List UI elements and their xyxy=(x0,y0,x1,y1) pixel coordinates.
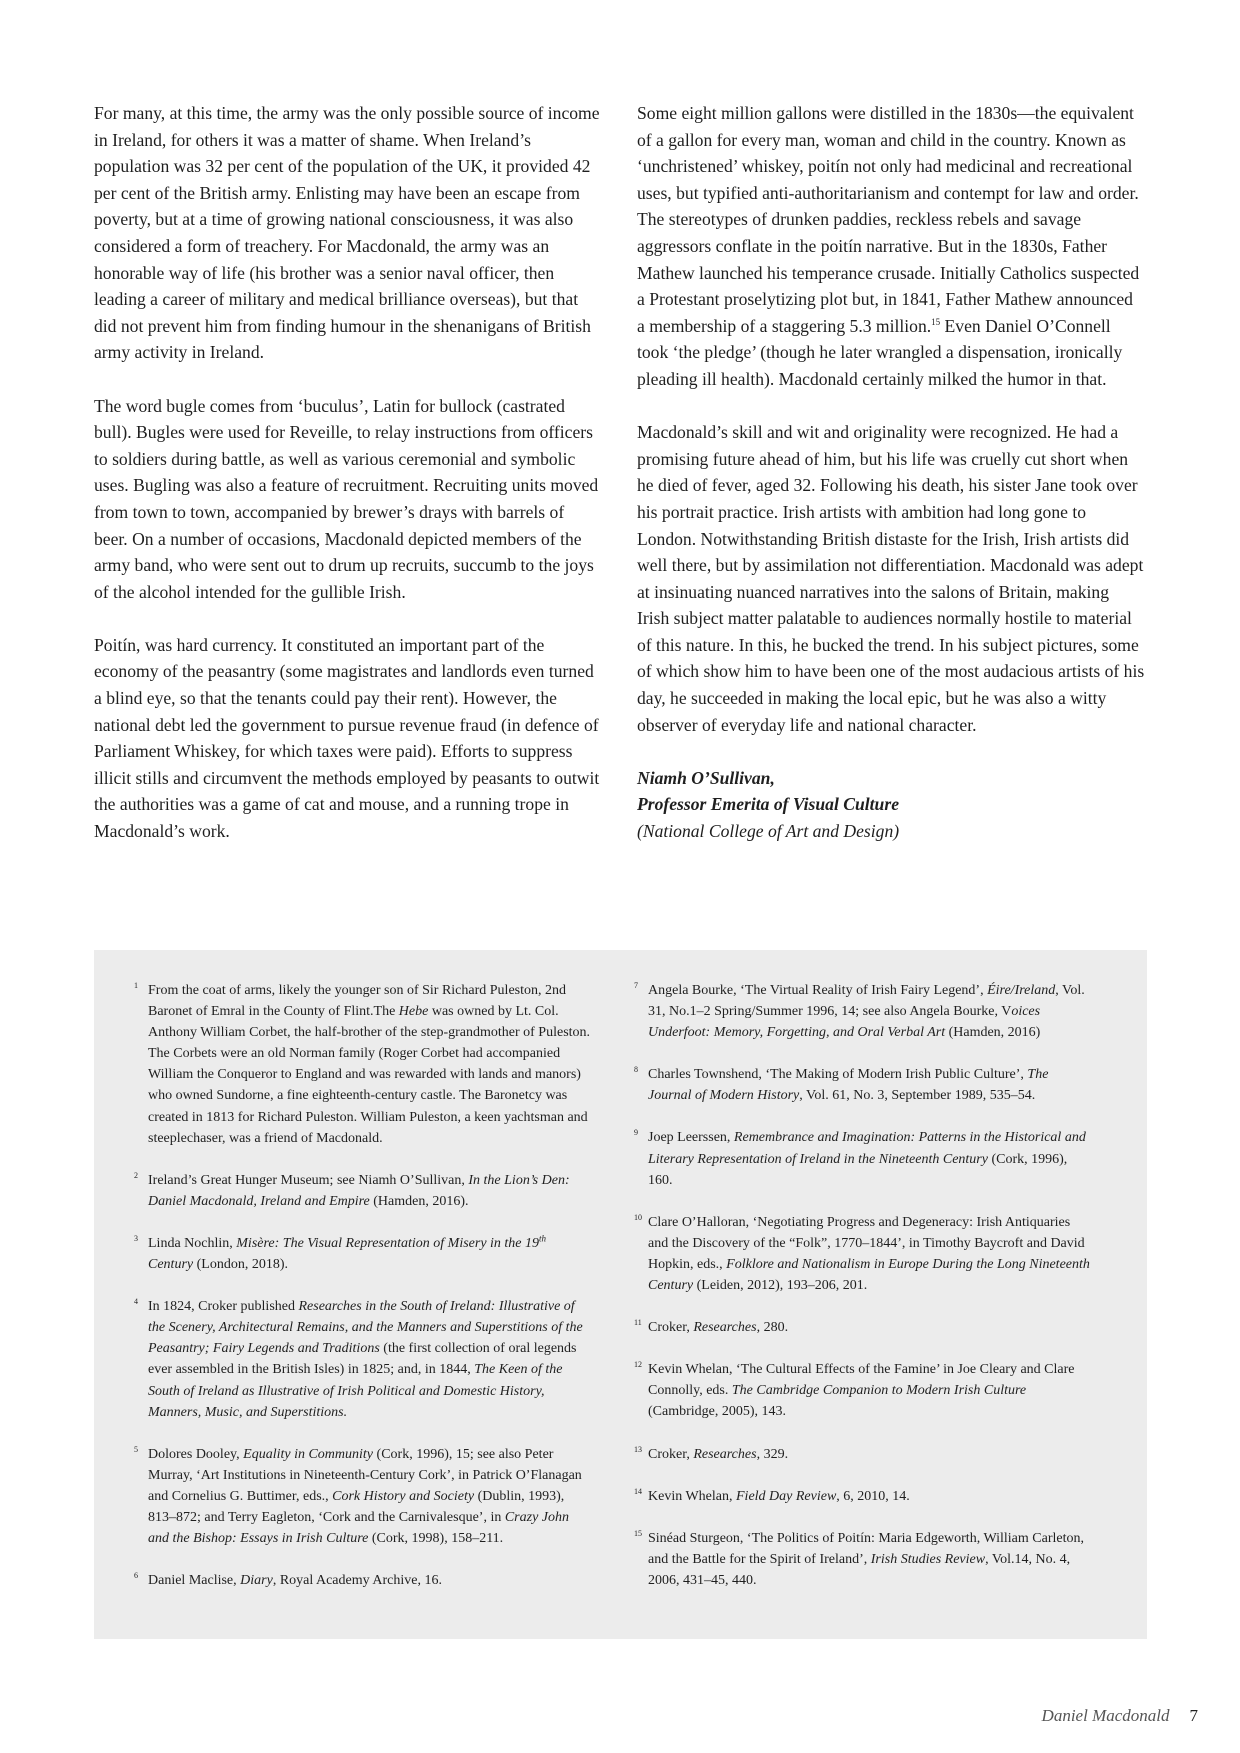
author-title: Professor Emerita of Visual Culture xyxy=(637,794,899,815)
body-paragraph: Poitín, was hard currency. It constituted an important part of the economy of the peasantry (some magistrates and landlords even turned a blind eye, so that the tenants could pay their rent). However, the national debt led the government to pursue revenue fraud (in defence of Parliament Whiskey, for which taxes were paid). Efforts to suppress illicit stills and circumvent the methods employed by peasants to outwit the authorities was a game of cat and mouse, and a running trope in Macdonald’s work. xyxy=(94,634,600,842)
body-column-left xyxy=(94,100,602,871)
footnote-number: 4 xyxy=(134,1297,138,1307)
footnote: 2 Ireland’s Great Hunger Museum; see Niamh O’Sullivan, In the Lion’s Den: Daniel Macdonald, Ireland and Empire (Hamden, 2016). xyxy=(134,1170,570,1209)
footnotes-column-right xyxy=(634,980,1091,1612)
footnote: 10 Clare O’Halloran, ‘Negotiating Progress and Degeneracy: Irish Antiquaries and the Discovery of the “Folk”, 1770–1844’, in Timothy Baycroft and David Hopkin, eds., Folklore and Nationalism in Europe During the Long Nineteenth Century (Leiden, 2012), 193–206, 201. xyxy=(634,1212,1090,1294)
body-paragraph: Macdonald’s skill and wit and originality were recognized. He had a promising future ahead of him, but his life was cruelly cut short when he died of fever, aged 32. Following his death, his sister Jane took over his portrait practice. Irish artists with ambition had long gone to London. Notwithstanding British distaste for the Irish, Irish artists did well there, but by assimilation not differentiation. Macdonald was adept at insinuating nuanced narratives into the salons of Britain, making Irish subject matter palatable to audiences normally hostile to material of this nature. In this, he bucked the trend. In his subject pictures, some of which show him to have been one of the most audacious artists of his day, he succeeded in making the local epic, but he was also a witty observer of everyday life and national character. xyxy=(637,422,1145,735)
footnote-number: 12 xyxy=(634,1360,642,1370)
footnote-number: 8 xyxy=(634,1065,638,1075)
footnote: 4 In 1824, Croker published Researches in the South of Ireland: Illustrative of the Scenery, Architectural Remains, and the Manners and Superstitions of the Peasantry; Fairy Legends and Traditions (the first collection of oral legends ever assembled in the British Isles) in 1825; and, in 1844, The Keen of the South of Ireland as Illustrative of Irish Political and Domestic History, Manners, Music, and Superstitions. xyxy=(134,1297,583,1420)
footnote-number: 9 xyxy=(634,1128,638,1138)
author-signature xyxy=(637,765,1145,845)
footnotes-column-left xyxy=(134,980,591,1612)
footnote: 8 Charles Townshend, ‘The Making of Modern Irish Public Culture’, The Journal of Modern History, Vol. 61, No. 3, September 1989, 535–54. xyxy=(634,1065,1049,1104)
footnote: 9 Joep Leerssen, Remembrance and Imagination: Patterns in the Historical and Literary Representation of Ireland in the Nineteenth Century (Cork, 1996), 160. xyxy=(634,1128,1086,1188)
footnote-number: 6 xyxy=(134,1571,138,1581)
footnote: 5 Dolores Dooley, Equality in Community (Cork, 1996), 15; see also Peter Murray, ‘Art Institutions in Nineteenth-Century Cork’, in Patrick O’Flanagan and Cornelius G. Buttimer, eds., Cork History and Society (Dublin, 1993), 813–872; and Terry Eagleton, ‘Cork and the Carnivalesque’, in Crazy John and the Bishop: Essays in Irish Culture (Cork, 1998), 158–211. xyxy=(134,1444,582,1547)
footnote: 15 Sinéad Sturgeon, ‘The Politics of Poitín: Maria Edgeworth, William Carleton, and the Battle for the Spirit of Ireland’, Irish Studies Review, Vol.14, No. 4, 2006, 431–45, 440. xyxy=(634,1528,1084,1588)
footnote: 12 Kevin Whelan, ‘The Cultural Effects of the Famine’ in Joe Cleary and Clare Connolly, eds. The Cambridge Companion to Modern Irish Culture (Cambridge, 2005), 143. xyxy=(634,1360,1075,1420)
footnote: 11 Croker, Researches, 280. xyxy=(634,1318,789,1336)
body-column-right xyxy=(637,100,1145,845)
footnote-ref: 15 xyxy=(931,316,941,327)
footnote-number: 11 xyxy=(634,1318,642,1328)
body-paragraph: For many, at this time, the army was the only possible source of income in Ireland, for others it was a matter of shame. When Ireland’s population was 32 per cent of the population of the UK, it provided 42 per cent of the British army. Enlisting may have been an escape from poverty, but at a time of growing national consciousness, it was also considered a form of treachery. For Macdonald, the army was an honorable way of life (his brother was a senior naval officer, then leading a career of military and medical brilliance overseas), but that did not prevent him from finding humour in the shenanigans of British army activity in Ireland. xyxy=(94,103,600,363)
footnote-number: 5 xyxy=(134,1444,138,1454)
footnote-number: 1 xyxy=(134,981,138,990)
running-title: Daniel Macdonald xyxy=(1041,1706,1170,1725)
footnote: 14 Kevin Whelan, Field Day Review, 6, 2010, 14. xyxy=(634,1486,910,1504)
footnote: 7 Angela Bourke, ‘The Virtual Reality of Irish Fairy Legend’, Éire/Ireland, Vol. 31, No.1–2 Spring/Summer 1996, 14; see also Angela Bourke, Voices Underfoot: Memory, Forgetting, and Oral Verbal Art (Hamden, 2016) xyxy=(634,981,1085,1041)
footnote-number: 15 xyxy=(634,1528,642,1538)
footnote-number: 3 xyxy=(134,1233,138,1243)
footnote: 13 Croker, Researches, 329. xyxy=(634,1444,789,1462)
author-institution: (National College of Art and Design) xyxy=(637,821,900,842)
footnote-number: 14 xyxy=(634,1486,642,1496)
footnote-number: 10 xyxy=(634,1212,642,1222)
footnote: 3 Linda Nochlin, Misère: The Visual Representation of Misery in the 19th Century (London, 2018). xyxy=(134,1233,547,1273)
author-name: Niamh O’Sullivan, xyxy=(637,767,775,788)
footnotes-panel xyxy=(94,950,1147,1639)
body-paragraph: The word bugle comes from ‘buculus’, Latin for bullock (castrated bull). Bugles were used for Reveille, to relay instructions from officers to soldiers during battle, as well as various ceremonial and symbolic uses. Bugling was also a feature of recruitment. Recruiting units moved from town to town, accompanied by brewer’s drays with barrels of beer. On a number of occasions, Macdonald depicted members of the army band, who were sent out to drum up recruits, succumb to the joys of the alcohol intended for the gullible Irish. xyxy=(94,395,599,602)
page-footer xyxy=(1042,1706,1198,1726)
page-number: 7 xyxy=(1189,1706,1198,1725)
footnote-number: 13 xyxy=(634,1444,642,1454)
footnote-number: 7 xyxy=(634,981,638,990)
footnote: 1 From the coat of arms, likely the younger son of Sir Richard Puleston, 2nd Baronet of Emral in the County of Flint.The Hebe was owned by Lt. Col. Anthony William Corbet, the half-brother of the step-grandmother of Puleston. The Corbets were an old Norman family (Roger Corbet had accompanied William the Conqueror to England and was rewarded with lands and manors) who owned Sundorne, a fine eighteenth-century castle. The Baronetcy was created in 1813 for Richard Puleston. William Puleston, a keen yachtsman and steeplechaser, was a friend of Macdonald. xyxy=(134,981,591,1146)
footnote: 6 Daniel Maclise, Diary, Royal Academy Archive, 16. xyxy=(134,1571,442,1589)
body-paragraph: Some eight million gallons were distilled in the 1830s—the equivalent of a gallon for every man, woman and child in the country. Known as ‘unchristened’ whiskey, poitín not only had medicinal and recreational uses, but typified anti-authoritarianism and contempt for law and order. The stereotypes of drunken paddies, reckless rebels and savage aggressors conflate in the poitín narrative. But in the 1830s, Father Mathew launched his temperance crusade. Initially Catholics suspected a Protestant proselytizing plot but, in 1841, Father Mathew announced a membership of a staggering 5.3 million.$^{15}$ Even Daniel O’Connell took ‘the pledge’ (though he later wrangled a dispensation, ironically pleading ill health). Macdonald certainly milked the humor in that. xyxy=(637,103,1140,389)
footnote-number: 2 xyxy=(134,1170,138,1180)
